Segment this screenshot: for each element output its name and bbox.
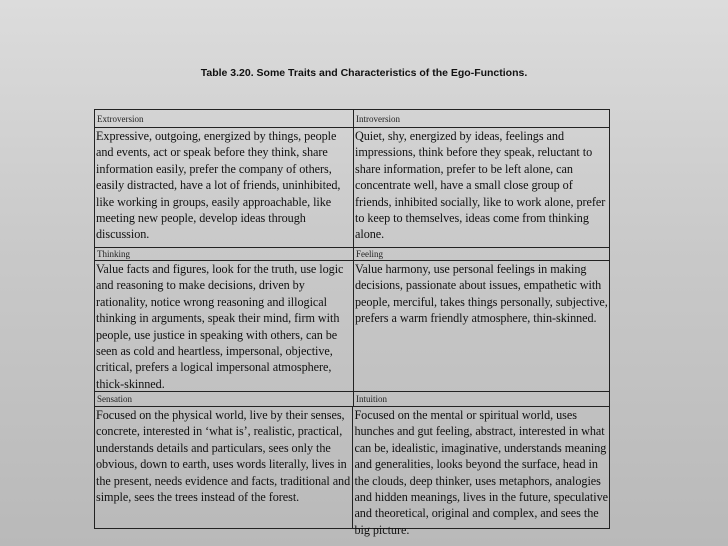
sensation-description	[95, 407, 353, 529]
introversion-description	[354, 128, 609, 247]
text-line: alone.	[355, 227, 385, 242]
text-line: information easily, prefer the company of others,	[96, 161, 332, 176]
text-line: understands details and particulars, sees only the	[96, 440, 331, 455]
text-line: share information, prefer to be left alone, can	[355, 161, 573, 176]
text-line: discussion.	[96, 227, 150, 242]
text-line: obvious, down to earth, uses words literally, lives in	[96, 457, 347, 472]
table-title: Table 3.20. Some Traits and Characteristics of the Ego-Functions.	[200, 67, 528, 79]
text-line: thinking in arguments, speak their mind, firm with	[96, 311, 340, 326]
thinking-description	[95, 261, 354, 391]
text-line: people, use justice in speaking with others, can be	[96, 327, 338, 342]
text-line: hunches and gut feeling, abstract, interested in what	[354, 424, 605, 439]
table-row	[95, 407, 609, 537]
text-line: and theoretical, original and complex, and sees the	[354, 506, 599, 521]
text-line: big picture.	[354, 522, 410, 537]
text-line: seen as cold and heartless, impersonal, objective,	[96, 344, 333, 359]
text-line: the present, needs evidence and facts, traditional and	[96, 473, 351, 488]
text-line: concrete, interested in ‘what is’, realistic, practical,	[96, 424, 343, 439]
header-extroversion: Extroversion	[95, 110, 354, 127]
table-row	[95, 128, 609, 247]
text-line: Value facts and figures, look for the truth, use logic	[96, 262, 344, 276]
text-line: simple, sees the trees instead of the forest.	[96, 490, 300, 505]
text-line: and reasoning to make decisions, driven by	[96, 278, 305, 293]
text-line: Expressive, outgoing, energized by things, people	[96, 129, 337, 143]
text-line: thick-skinned.	[96, 376, 165, 391]
text-line: Focused on the mental or spiritual world, uses	[354, 408, 577, 422]
text-line: the clouds, deep thinker, uses metaphors, analogies	[354, 473, 601, 488]
text-line: impressions, think before they speak, reluctant to	[355, 145, 593, 160]
text-line: meeting new people, develop ideas through	[96, 211, 306, 226]
text-line: like working in groups, easily approachable, like	[96, 194, 332, 209]
text-line: and generalities, looks beyond the surface, head in	[354, 457, 598, 472]
text-line: Focused on the physical world, live by their senses,	[96, 408, 345, 422]
text-line: concentrate well, have a small close group of	[355, 178, 573, 193]
feeling-description	[354, 261, 609, 391]
text-line: decisions, passionate about issues, empathetic with	[355, 278, 602, 293]
text-line: and hidden meanings, lives in the future, speculative	[354, 490, 608, 505]
text-line: critical, prefers a logical impersonal atmosphere,	[96, 360, 332, 375]
header-introversion: Introversion	[356, 114, 400, 124]
table-header-row	[95, 110, 609, 128]
header-feeling: Feeling	[356, 249, 383, 259]
intuition-description	[353, 407, 609, 537]
text-line: prefers a warm friendly atmosphere, thin-skinned.	[355, 311, 597, 326]
header-sensation: Sensation	[95, 392, 354, 406]
text-line: rationality, notice wrong reasoning and illogical	[96, 294, 327, 309]
table-header-row	[95, 247, 609, 261]
text-line: people, merciful, takes things personally, subjective,	[355, 294, 608, 309]
text-line: Quiet, shy, energized by ideas, feelings and	[355, 129, 564, 143]
table-row	[95, 261, 609, 391]
text-line: and events, act or speak before they think, share	[96, 145, 328, 160]
text-line: easily distracted, have a lot of friends, uninhibited,	[96, 178, 341, 193]
text-line: can be, idealistic, imaginative, understands meaning	[354, 440, 607, 455]
header-intuition: Intuition	[356, 394, 387, 404]
table-header-row	[95, 391, 609, 407]
extroversion-description	[95, 128, 354, 247]
header-thinking: Thinking	[95, 248, 354, 260]
text-line: Value harmony, use personal feelings in making	[355, 262, 587, 276]
traits-table	[94, 109, 610, 537]
text-line: friends, inhibited socially, like to work alone, prefer	[355, 194, 606, 209]
text-line: to keep to themselves, ideas come from thinking	[355, 211, 589, 226]
